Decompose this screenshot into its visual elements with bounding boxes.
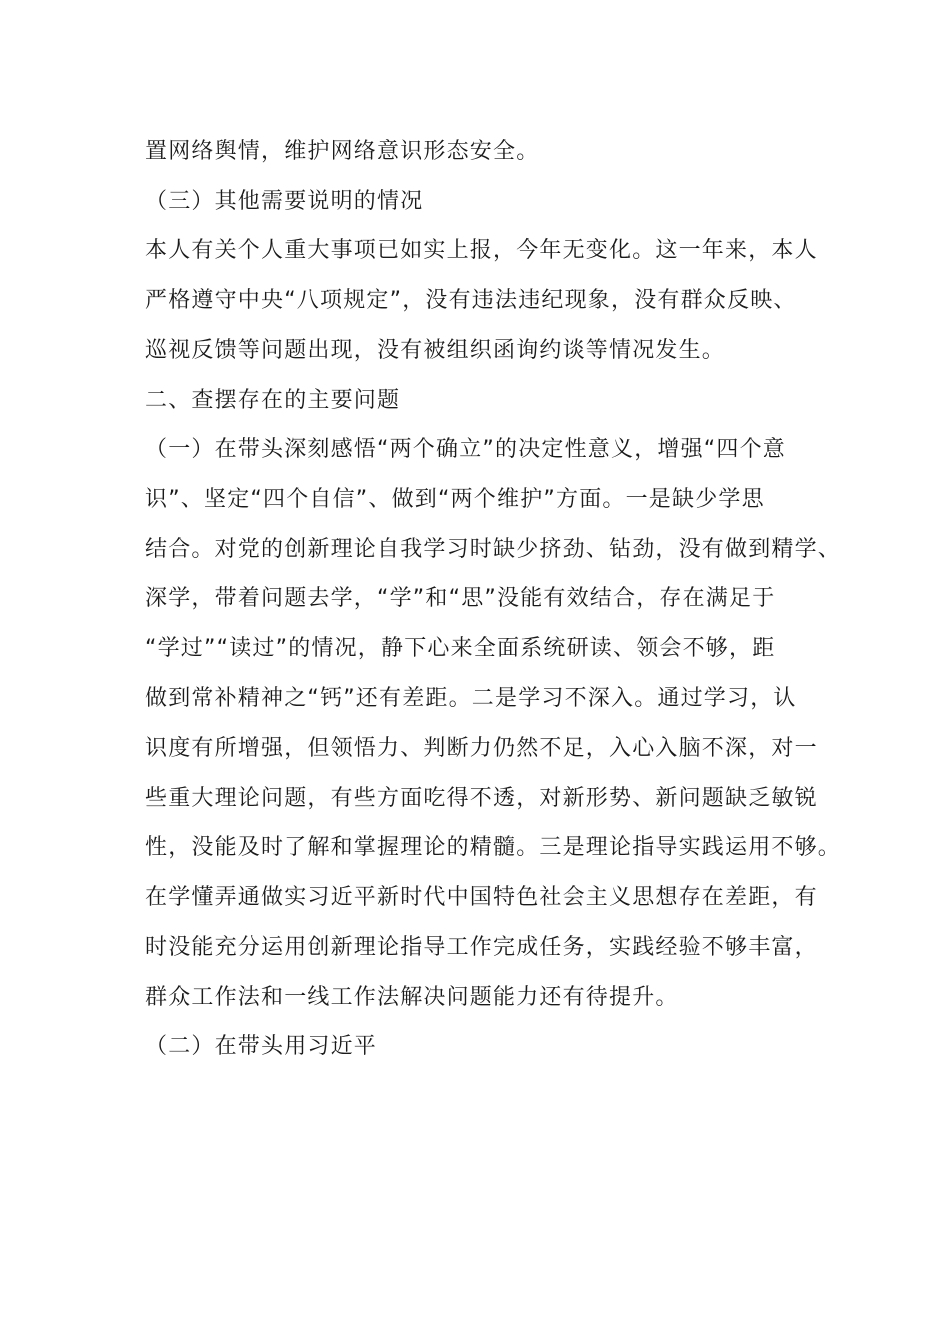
text-line: 置网络舆情，维护网络意识形态安全。 — [145, 139, 540, 164]
text-line: 在学懂弄通做实习近平新时代中国特色社会主义思想存在差距，有 — [145, 885, 818, 910]
text-line: 做到常补精神之“钙”还有差距。二是学习不深入。通过学习，认 — [145, 686, 797, 711]
section-heading: （三）其他需要说明的情况 — [145, 189, 424, 214]
text-line: 深学，带着问题去学，“学”和“思”没能有效结合，存在满足于 — [145, 586, 776, 611]
section-heading: （二）在带头用习近平 — [145, 1034, 378, 1059]
text-line: 严格遵守中央“八项规定”，没有违法违纪现象，没有群众反映、 — [145, 288, 797, 313]
text-line: 巡视反馈等问题出现，没有被组织函询约谈等情况发生。 — [145, 338, 726, 363]
text-line: 识度有所增强，但领悟力、判断力仍然不足，入心入脑不深，对一 — [145, 736, 818, 761]
text-line: 群众工作法和一线工作法解决问题能力还有待提升。 — [145, 985, 679, 1010]
text-line: 识”、坚定“四个自信”、做到“两个维护”方面。一是缺少学思 — [145, 487, 765, 512]
text-line: 性，没能及时了解和掌握理论的精髓。三是理论指导实践运用不够。 — [145, 835, 842, 860]
text-line: “学过”“读过”的情况，静下心来全面系统研读、领会不够，距 — [145, 636, 776, 661]
text-line: 些重大理论问题，有些方面吃得不透，对新形势、新问题缺乏敏锐 — [145, 786, 818, 811]
text-line: 结合。对党的创新理论自我学习时缺少挤劲、钻劲，没有做到精学、 — [145, 537, 842, 562]
text-line: 时没能充分运用创新理论指导工作完成任务，实践经验不够丰富， — [145, 935, 818, 960]
section-heading: 二、查摆存在的主要问题 — [145, 388, 401, 413]
text-line: 本人有关个人重大事项已如实上报，今年无变化。这一年来，本人 — [145, 238, 818, 263]
text-line: （一）在带头深刻感悟“两个确立”的决定性意义，增强“四个意 — [145, 437, 786, 462]
